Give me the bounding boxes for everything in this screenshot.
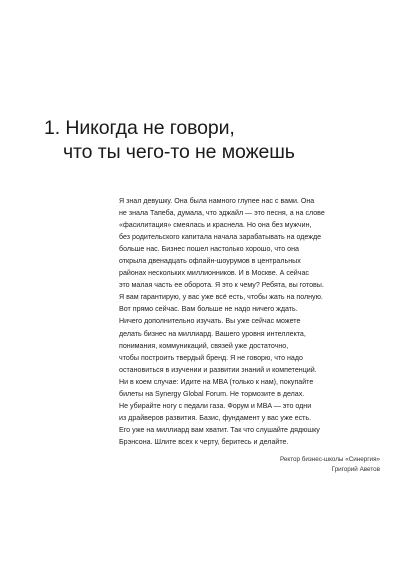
attribution	[280, 455, 380, 475]
body-line: районах нескольких миллионников. И в Москве. А сейчас	[119, 269, 309, 278]
body-line: «фасилитация» смеялась и краснела. Но она без мужчин,	[119, 221, 312, 230]
body-line: Вот прямо сейчас. Вам больше не надо ничего ждать.	[119, 305, 298, 314]
body-line: открыла двенадцать офлайн-шоурумов в центральных	[119, 257, 301, 266]
body-line: больше нас. Бизнес пошел настолько хорошо, что она	[119, 245, 299, 254]
body-line: Брэнсона. Шлите всех к черту, беритесь и делайте.	[119, 437, 289, 446]
body-line: из драйверов развития. Базис, фундамент у вас уже есть.	[119, 413, 312, 422]
body-line: без родительского капитала начала зарабатывать на одежде	[119, 233, 322, 242]
body-line: понимания, коммуникаций, связей уже достаточно,	[119, 341, 289, 350]
author-role: Ректор бизнес-школы «Синергия»	[279, 456, 380, 463]
body-line: чтобы построить твердый бренд. Я не говорю, что надо	[119, 353, 303, 362]
body-line: делать бизнес на миллиард. Вашего уровня интеллекта,	[119, 329, 306, 338]
body-line: Я вам гарантирую, у вас уже всё есть, чтобы жать на полную.	[119, 293, 323, 302]
body-line: Ни в коем случае: Идите на MBA (только к нам), покупайте	[119, 377, 314, 386]
chapter-title	[44, 116, 295, 164]
body-paragraph	[119, 195, 379, 448]
chapter-title-line: 1. Никогда не говори,	[44, 117, 235, 139]
body-line: не знала Тапеба, думала, что эджайл — это песня, а на слове	[119, 209, 325, 218]
body-line: билеты на Synergy Global Forum. Не тормозите в делах.	[119, 389, 305, 398]
body-line: Его уже на миллиард вам хватит. Так что слушайте дядюшку	[119, 425, 320, 434]
body-line: Я знал девушку. Она была намного глупее нас с вами. Она	[119, 197, 315, 205]
body-line: это малая часть ее оборота. Я это к чему? Ребята, вы готовы.	[119, 281, 324, 290]
author-name: Григорий Аветов	[331, 466, 380, 473]
body-line: Ничего дополнительно изучать. Вы уже сейчас можете	[119, 317, 301, 326]
chapter-title-line: что ты чего-то не можешь	[63, 141, 295, 163]
body-line: остановиться в изучении и развитии знаний и компетенций.	[119, 365, 317, 374]
body-line: Не убирайте ногу с педали газа. Форум и MBA — это одни	[119, 401, 312, 410]
